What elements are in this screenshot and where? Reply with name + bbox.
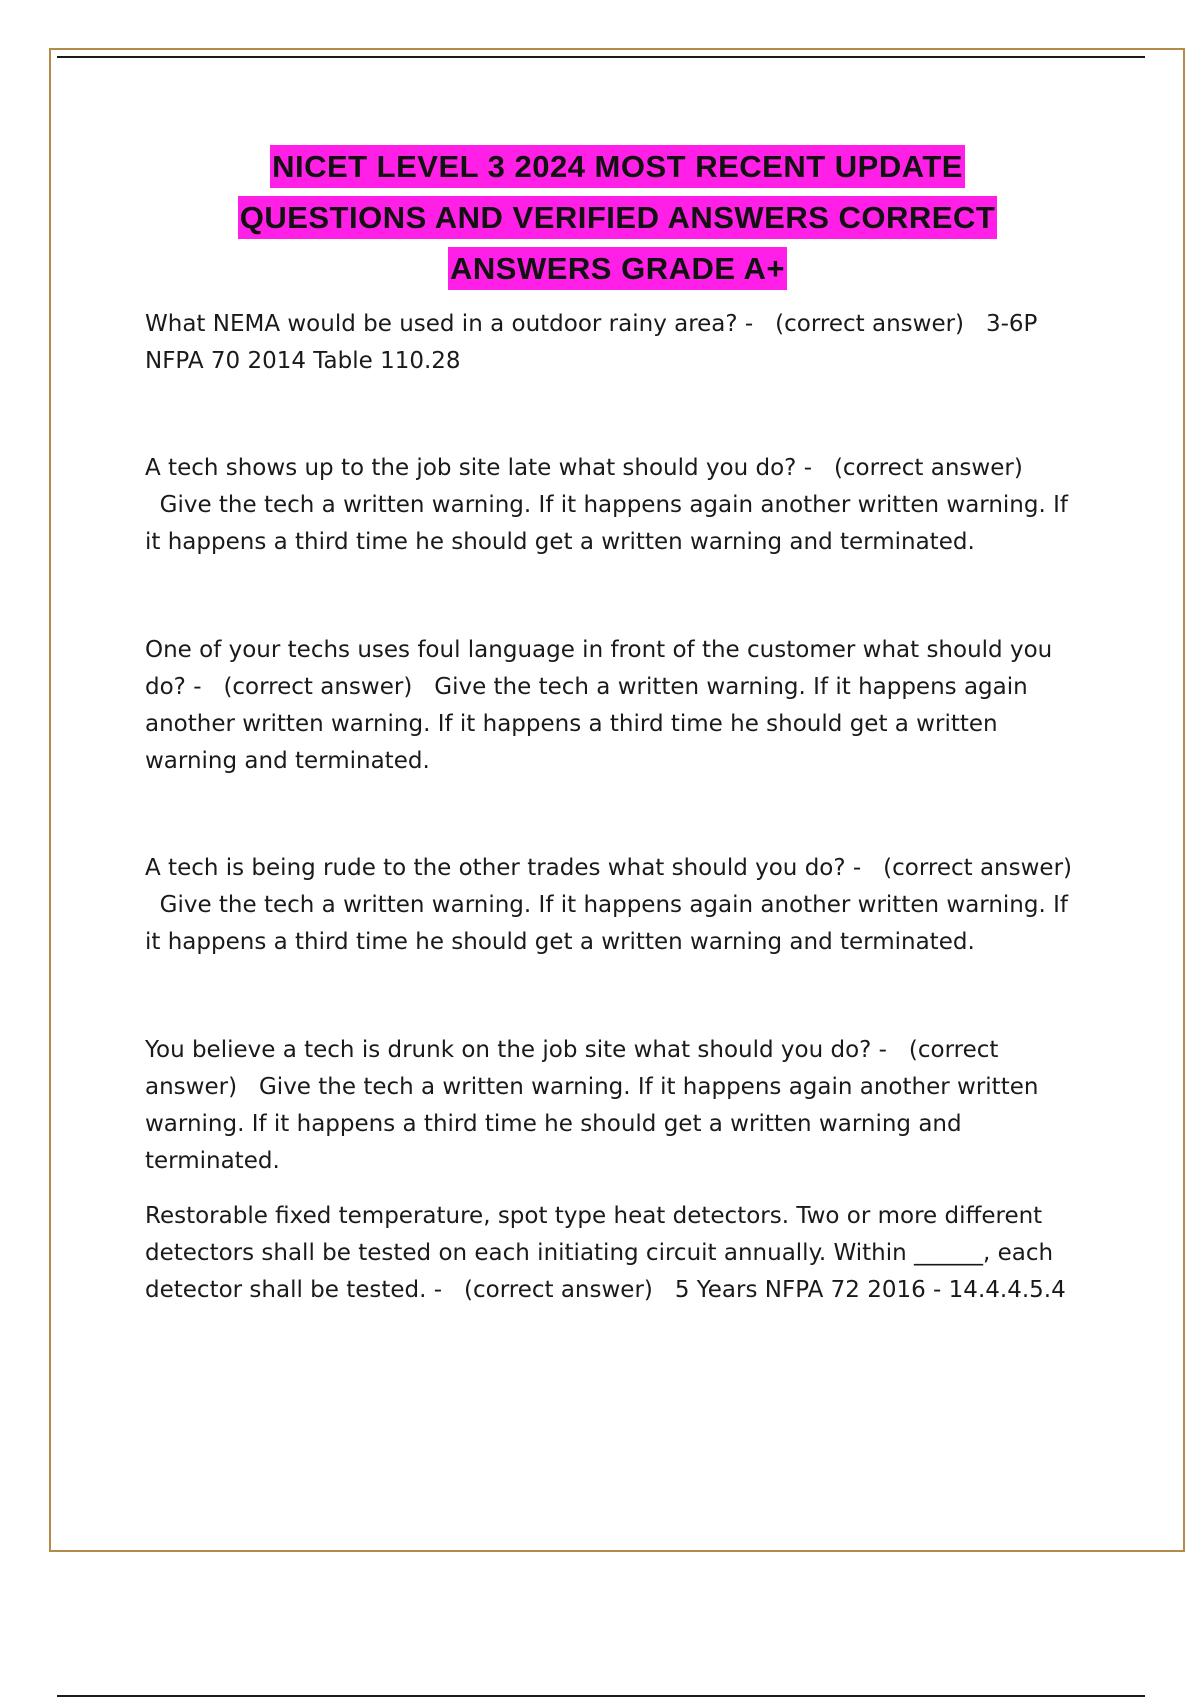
answer-text: Give the tech a written warning. If it happens again another written warning. If it happens a third time he should get a written warning and terminated. (145, 674, 1028, 774)
answer-marker: (correct answer) (223, 674, 413, 700)
answer-marker: (correct answer) (775, 311, 965, 337)
answer-text: 5 Years NFPA 72 2016 - 14.4.4.5.4 (674, 1277, 1066, 1303)
top-rule (57, 56, 1145, 58)
qa-item-4 (145, 850, 1085, 961)
document-title (90, 145, 1145, 298)
answer-text: Give the tech a written warning. If it happens again another written warning. If it happens a third time he should get a written warning and terminated. (145, 1074, 1039, 1174)
bottom-rule (57, 1695, 1145, 1697)
question-text: You believe a tech is drunk on the job site what should you do? - (145, 1037, 887, 1063)
qa-item-6 (145, 1198, 1085, 1309)
answer-marker: (correct answer) (833, 455, 1023, 481)
title-line-3: ANSWERS GRADE A+ (448, 247, 787, 290)
title-line-1: NICET LEVEL 3 2024 MOST RECENT UPDATE (270, 145, 965, 188)
question-text: What NEMA would be used in a outdoor rainy area? - (145, 311, 754, 337)
question-text: Restorable fixed temperature, spot type heat detectors. Two or more different detectors shall be tested on each initiating circuit annually. Within ______, each detector shall be tested. - (145, 1203, 1054, 1303)
question-text: One of your techs uses foul language in front of the customer what should you do? - (145, 637, 1053, 700)
qa-item-5 (145, 1032, 1085, 1180)
answer-marker: (correct answer) (145, 1037, 999, 1100)
question-text: A tech is being rude to the other trades what should you do? - (145, 855, 862, 881)
answer-text: 3-6P NFPA 70 2014 Table 110.28 (145, 311, 1038, 374)
title-line-2: QUESTIONS AND VERIFIED ANSWERS CORRECT (238, 196, 998, 239)
answer-text: Give the tech a written warning. If it happens again another written warning. If it happens a third time he should get a written warning and terminated. (145, 892, 1068, 955)
qa-item-3 (145, 632, 1085, 780)
qa-item-1 (145, 306, 1085, 380)
question-text: A tech shows up to the job site late what should you do? - (145, 455, 812, 481)
qa-item-2 (145, 450, 1085, 561)
answer-marker: (correct answer) (464, 1277, 653, 1303)
answer-marker: (correct answer) (883, 855, 1073, 881)
answer-text: Give the tech a written warning. If it happens again another written warning. If it happens a third time he should get a written warning and terminated. (145, 492, 1068, 555)
